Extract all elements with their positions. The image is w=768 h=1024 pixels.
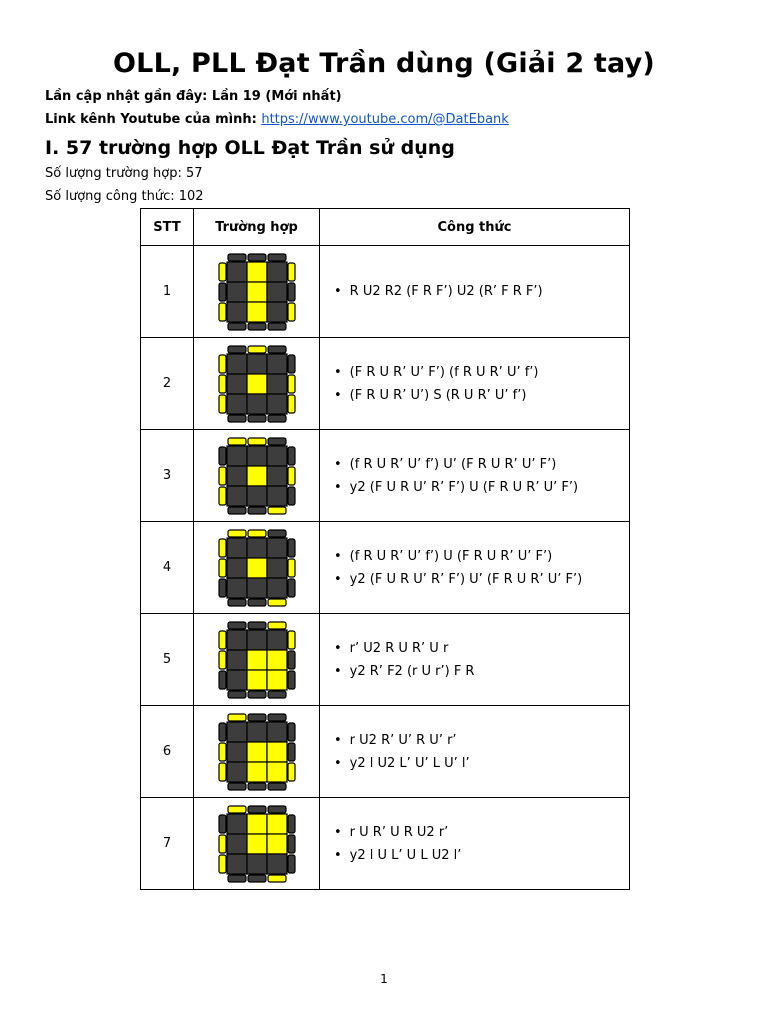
oll-pattern-icon (218, 805, 296, 883)
table-row (141, 338, 630, 430)
formula-item: • r U2 R’ U’ R U’ r’ (334, 729, 629, 752)
row-number: 6 (141, 706, 194, 798)
case-count: Số lượng trường hợp: 57 (45, 166, 203, 181)
case-cell (194, 522, 320, 614)
row-number: 5 (141, 614, 194, 706)
channel-label: Link kênh Youtube của mình: (45, 112, 257, 127)
case-cell (194, 798, 320, 890)
table-row (141, 614, 630, 706)
page-title: OLL, PLL Đạt Trần dùng (Giải 2 tay) (113, 48, 655, 79)
case-cell (194, 706, 320, 798)
formula-cell (320, 522, 630, 614)
formula-item: • y2 l U2 L’ U’ L U’ l’ (334, 752, 629, 775)
row-number: 1 (141, 246, 194, 338)
update-label: Lần cập nhật gần đây: (45, 89, 208, 104)
case-cell (194, 614, 320, 706)
formula-item: • R U2 R2 (F R F’) U2 (R’ F R F’) (334, 280, 629, 303)
formula-item: • y2 l U L’ U L U2 l’ (334, 844, 629, 867)
table-row (141, 430, 630, 522)
oll-pattern-icon (218, 345, 296, 423)
header-case: Trường hợp (194, 209, 320, 246)
formula-item: • (f R U R’ U’ f’) U (F R U R’ U’ F’) (334, 545, 629, 568)
header-formula: Công thức (320, 209, 630, 246)
page-number: 1 (380, 972, 388, 986)
formula-item: • y2 (F U R U’ R’ F’) U’ (F R U R’ U’ F’) (334, 568, 629, 591)
formula-item: • (F R U R’ U’ F’) (f R U R’ U’ f’) (334, 361, 629, 384)
update-value: Lần 19 (Mới nhất) (211, 89, 342, 104)
table-row (141, 798, 630, 890)
formula-item: • y2 (F U R U’ R’ F’) U (F R U R’ U’ F’) (334, 476, 629, 499)
oll-pattern-icon (218, 253, 296, 331)
formula-item: • r’ U2 R U R’ U r (334, 637, 629, 660)
formula-item: • (F R U R’ U’) S (R U R’ U’ f’) (334, 384, 629, 407)
formula-item: • (f R U R’ U’ f’) U’ (F R U R’ U’ F’) (334, 453, 629, 476)
oll-pattern-icon (218, 621, 296, 699)
case-cell (194, 338, 320, 430)
row-number: 4 (141, 522, 194, 614)
oll-pattern-icon (218, 529, 296, 607)
row-number: 7 (141, 798, 194, 890)
table-header-row (141, 209, 630, 246)
formula-cell (320, 246, 630, 338)
formula-cell (320, 798, 630, 890)
table-body (141, 246, 630, 890)
formula-count: Số lượng công thức: 102 (45, 189, 204, 204)
oll-pattern-icon (218, 713, 296, 791)
table-row (141, 522, 630, 614)
formula-cell (320, 706, 630, 798)
case-cell (194, 430, 320, 522)
case-cell (194, 246, 320, 338)
oll-pattern-icon (218, 437, 296, 515)
row-number: 3 (141, 430, 194, 522)
table-row (141, 706, 630, 798)
oll-table (140, 208, 630, 890)
formula-cell (320, 338, 630, 430)
formula-cell (320, 430, 630, 522)
row-number: 2 (141, 338, 194, 430)
update-info (45, 89, 342, 104)
formula-cell (320, 614, 630, 706)
section-title: I. 57 trường hợp OLL Đạt Trần sử dụng (45, 137, 455, 159)
formula-item: • y2 R’ F2 (r U r’) F R (334, 660, 629, 683)
formula-item: • r U R’ U R U2 r’ (334, 821, 629, 844)
header-stt: STT (141, 209, 194, 246)
channel-info (45, 112, 509, 127)
youtube-link[interactable]: https://www.youtube.com/@DatEbank (261, 112, 509, 127)
table-row (141, 246, 630, 338)
